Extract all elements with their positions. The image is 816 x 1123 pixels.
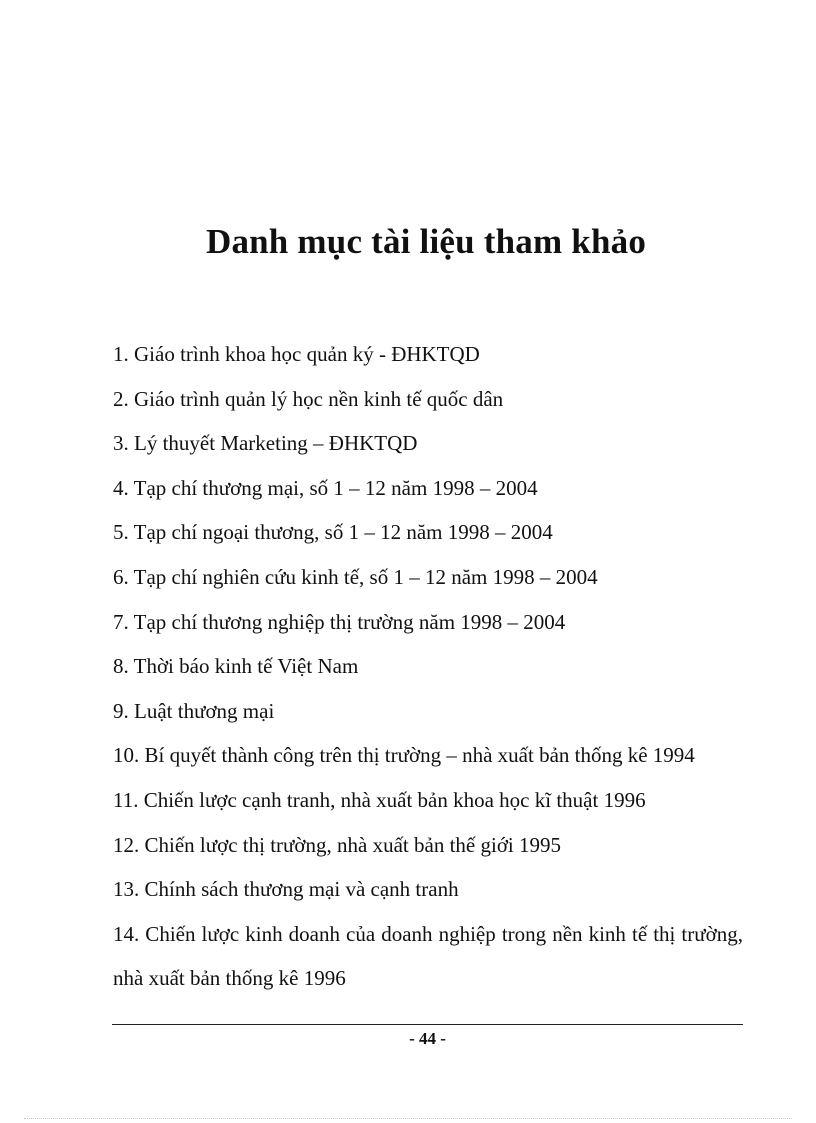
reference-item-5: 5. Tạp chí ngoại thương, số 1 – 12 năm 1998 – 2004 <box>113 520 553 545</box>
reference-item-7: 7. Tạp chí thương nghiệp thị trường năm 1998 – 2004 <box>113 609 566 634</box>
reference-item-9: 9. Luật thương mại <box>113 698 275 723</box>
reference-item-14: 14. Chiến lược kinh doanh của doanh nghiệp trong nền kinh tế thị trường, nhà xuất bản thống kê 1996 <box>113 921 743 991</box>
page-bottom-edge <box>24 1118 792 1119</box>
reference-item-10: 10. Bí quyết thành công trên thị trường – nhà xuất bản thống kê 1994 <box>113 743 695 768</box>
reference-item-11: 11. Chiến lược cạnh tranh, nhà xuất bản khoa học kĩ thuật 1996 <box>113 787 646 812</box>
reference-item-2: 2. Giáo trình quản lý học nền kinh tế quốc dân <box>113 386 504 411</box>
reference-item-4: 4. Tạp chí thương mại, số 1 – 12 năm 1998 – 2004 <box>113 475 538 500</box>
page-number: - 44 - <box>409 1029 446 1048</box>
reference-item-8: 8. Thời báo kinh tế Việt Nam <box>113 654 359 679</box>
reference-item-12: 12. Chiến lược thị trường, nhà xuất bản thế giới 1995 <box>113 832 562 857</box>
page-title: Danh mục tài liệu tham khảo <box>205 222 647 261</box>
reference-item-1: 1. Giáo trình khoa học quản ký - ĐHKTQD <box>113 342 480 366</box>
reference-list <box>113 332 743 1001</box>
footer-divider <box>112 1024 743 1025</box>
reference-item-13: 13. Chính sách thương mại và cạnh tranh <box>113 877 459 902</box>
reference-item-6: 6. Tạp chí nghiên cứu kinh tế, số 1 – 12 năm 1998 – 2004 <box>113 564 598 589</box>
reference-item-3: 3. Lý thuyết Marketing – ĐHKTQD <box>113 431 418 456</box>
